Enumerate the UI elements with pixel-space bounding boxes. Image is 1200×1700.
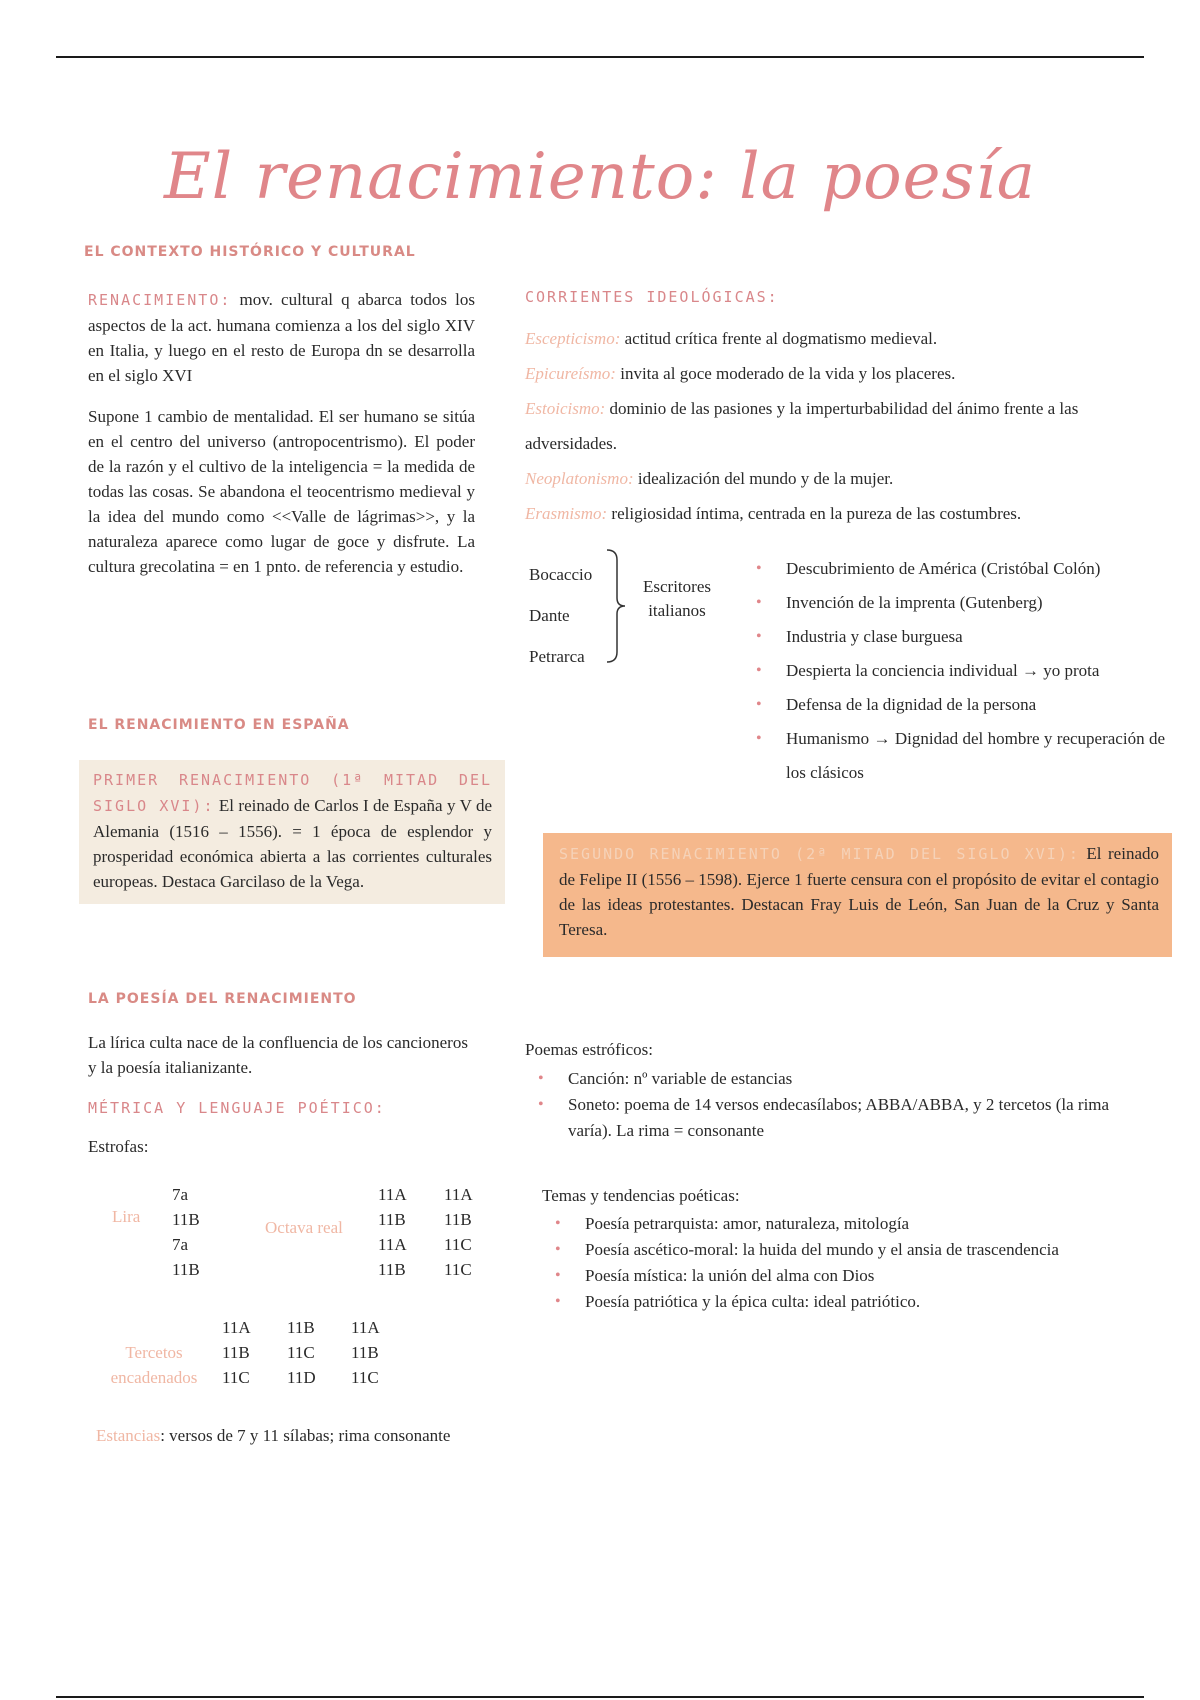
corriente-name: Epicureísmo: bbox=[525, 364, 616, 383]
tercetos-col3 bbox=[351, 1315, 380, 1390]
octava-col1 bbox=[378, 1182, 407, 1282]
tercetos-label: Tercetos encadenados bbox=[110, 1343, 198, 1387]
primer-renacimiento-box bbox=[79, 760, 505, 904]
corriente-item bbox=[525, 461, 1165, 496]
lira-label: Lira bbox=[112, 1207, 141, 1226]
renacimiento-label: RENACIMIENTO: bbox=[88, 291, 232, 309]
tercetos-col2 bbox=[287, 1315, 316, 1390]
corriente-item bbox=[525, 321, 1165, 356]
segundo-renacimiento-label: SEGUNDO RENACIMIENTO (2ª MITAD DEL SIGLO XVI): bbox=[559, 845, 1080, 863]
verse-line: 7a bbox=[172, 1185, 189, 1204]
corriente-name: Estoicismo: bbox=[525, 399, 606, 418]
estrofas-label: Estrofas: bbox=[88, 1137, 149, 1156]
poemas-list bbox=[530, 1066, 1150, 1144]
list-item: • Poesía patriótica y la épica culta: ideal patriótico. bbox=[547, 1289, 1167, 1315]
list-item: • Humanismo → Dignidad del hombre y recuperación de los clásicos bbox=[748, 722, 1165, 790]
verse-line: 11A bbox=[222, 1318, 251, 1337]
verse-line: 11D bbox=[287, 1368, 316, 1387]
verse-line: 11C bbox=[287, 1343, 315, 1362]
corriente-name: Escepticismo: bbox=[525, 329, 621, 348]
verse-line: 11B bbox=[378, 1210, 406, 1229]
brace-icon bbox=[605, 548, 627, 664]
verse-line: 11A bbox=[378, 1235, 407, 1254]
verse-line: 11B bbox=[378, 1260, 406, 1279]
section-heading-poesia: LA POESÍA DEL RENACIMIENTO bbox=[88, 991, 357, 1007]
temas-list bbox=[547, 1211, 1167, 1315]
section-heading-espana: EL RENACIMIENTO EN ESPAÑA bbox=[88, 717, 350, 733]
verse-line: 11B bbox=[351, 1343, 379, 1362]
corrientes-heading: CORRIENTES IDEOLÓGICAS: bbox=[525, 288, 779, 306]
renacimiento-text: mov. cultural q abarca todos los aspectos de la act. humana comienza a los del siglo XIV en Italia, y luego en el resto de Europa dn se desarrolla en el siglo XVI bbox=[88, 290, 475, 385]
corriente-text: invita al goce moderado de la vida y los placeres. bbox=[615, 364, 956, 383]
list-item: • Defensa de la dignidad de la persona bbox=[748, 688, 1165, 722]
escritor-name: Dante bbox=[529, 606, 570, 625]
corriente-text: religiosidad íntima, centrada en la pureza de las costumbres. bbox=[607, 504, 1022, 523]
corriente-name: Neoplatonismo: bbox=[525, 469, 634, 488]
bottom-rule bbox=[56, 1696, 1144, 1698]
page-title: El renacimiento: la poesía bbox=[164, 140, 1036, 214]
verse-line: 11A bbox=[351, 1318, 380, 1337]
tercetos-col1 bbox=[222, 1315, 251, 1390]
renacimiento-paragraph bbox=[88, 287, 475, 388]
list-item: • Poesía mística: la unión del alma con Dios bbox=[547, 1263, 1167, 1289]
verse-line: 11A bbox=[444, 1185, 473, 1204]
segundo-renacimiento-text: El reinado de Felipe II (1556 – 1598). Ejerce 1 fuerte censura con el propósito de evitar el contagio de las ideas protestantes. Destacan Fray Luis de León, San Juan de la Cruz y Santa Teresa. bbox=[559, 844, 1159, 939]
section-heading-contexto: EL CONTEXTO HISTÓRICO Y CULTURAL bbox=[84, 244, 416, 260]
lira-scheme bbox=[172, 1182, 200, 1282]
lirica-intro: La lírica culta nace de la confluencia de los cancioneros y la poesía italianizante. bbox=[88, 1033, 468, 1077]
temas-label: Temas y tendencias poéticas: bbox=[542, 1186, 740, 1205]
primer-renacimiento-text: El reinado de Carlos I de España y V de Alemania (1516 – 1556). = 1 época de esplendor y prosperidad económica abierta a las corrientes culturales europeas. Destaca Garcilaso de la Vega. bbox=[93, 796, 492, 891]
list-item: • Soneto: poema de 14 versos endecasílabos; ABBA/ABBA, y 2 tercetos (la rima varía). La rima = consonante bbox=[530, 1092, 1150, 1144]
list-item: • Descubrimiento de América (Cristóbal Colón) bbox=[748, 552, 1165, 586]
verse-line: 11C bbox=[351, 1368, 379, 1387]
verse-line: 11B bbox=[172, 1260, 200, 1279]
primer-renacimiento-label: PRIMER RENACIMIENTO (1ª MITAD DEL SIGLO XVI): bbox=[93, 771, 492, 815]
corrientes-list bbox=[525, 321, 1165, 531]
list-item: • Canción: nº variable de estancias bbox=[530, 1066, 1150, 1092]
top-rule bbox=[56, 56, 1144, 58]
list-item: • Industria y clase burguesa bbox=[748, 620, 1165, 654]
estancias-text: : versos de 7 y 11 sílabas; rima consonante bbox=[160, 1426, 451, 1445]
corriente-item bbox=[525, 496, 1165, 531]
estancias-label: Estancias bbox=[96, 1426, 161, 1445]
verse-line: 11C bbox=[444, 1260, 472, 1279]
octava-label: Octava real bbox=[265, 1218, 343, 1237]
verse-line: 11B bbox=[444, 1210, 472, 1229]
list-item: • Invención de la imprenta (Gutenberg) bbox=[748, 586, 1165, 620]
corriente-text: dominio de las pasiones y la imperturbabilidad del ánimo frente a las adversidades. bbox=[525, 399, 1079, 453]
escritor-name: Bocaccio bbox=[529, 565, 593, 584]
list-item: • Despierta la conciencia individual → yo prota bbox=[748, 654, 1165, 688]
verse-line: 11B bbox=[222, 1343, 250, 1362]
octava-col2 bbox=[444, 1182, 473, 1282]
estancias-paragraph bbox=[96, 1423, 461, 1448]
corriente-text: actitud crítica frente al dogmatismo medieval. bbox=[620, 329, 938, 348]
escritor-name: Petrarca bbox=[529, 647, 585, 666]
verse-line: 11A bbox=[378, 1185, 407, 1204]
verse-line: 11C bbox=[222, 1368, 250, 1387]
corriente-text: idealización del mundo y de la mujer. bbox=[633, 469, 894, 488]
verse-line: 7a bbox=[172, 1235, 189, 1254]
corriente-item bbox=[525, 356, 1165, 391]
verse-line: 11B bbox=[172, 1210, 200, 1229]
mentalidad-paragraph: Supone 1 cambio de mentalidad. El ser humano se sitúa en el centro del universo (antropocentrismo). El poder de la razón y el cultivo de la inteligencia = la medida de todas las cosas. Se abandona el teocentrismo medieval y la idea del mundo como <<Valle de lágrimas>>, y la naturaleza aparece como lugar de goce y disfrute. La cultura grecolatina = en 1 pnto. de referencia y estudio. bbox=[88, 407, 475, 576]
escritores-label: Escritores italianos bbox=[643, 577, 711, 620]
list-item: • Poesía ascético-moral: la huida del mundo y el ansia de trascendencia bbox=[547, 1237, 1167, 1263]
verse-line: 11B bbox=[287, 1318, 315, 1337]
corriente-name: Erasmismo: bbox=[525, 504, 608, 523]
segundo-renacimiento-box bbox=[543, 833, 1172, 957]
poemas-label: Poemas estróficos: bbox=[525, 1040, 653, 1059]
corriente-item bbox=[525, 391, 1165, 461]
verse-line: 11C bbox=[444, 1235, 472, 1254]
list-item: • Poesía petrarquista: amor, naturaleza, mitología bbox=[547, 1211, 1167, 1237]
metrica-label: MÉTRICA Y LENGUAJE POÉTICO: bbox=[88, 1099, 386, 1117]
hechos-list bbox=[748, 552, 1165, 790]
escritores-names bbox=[529, 554, 592, 677]
